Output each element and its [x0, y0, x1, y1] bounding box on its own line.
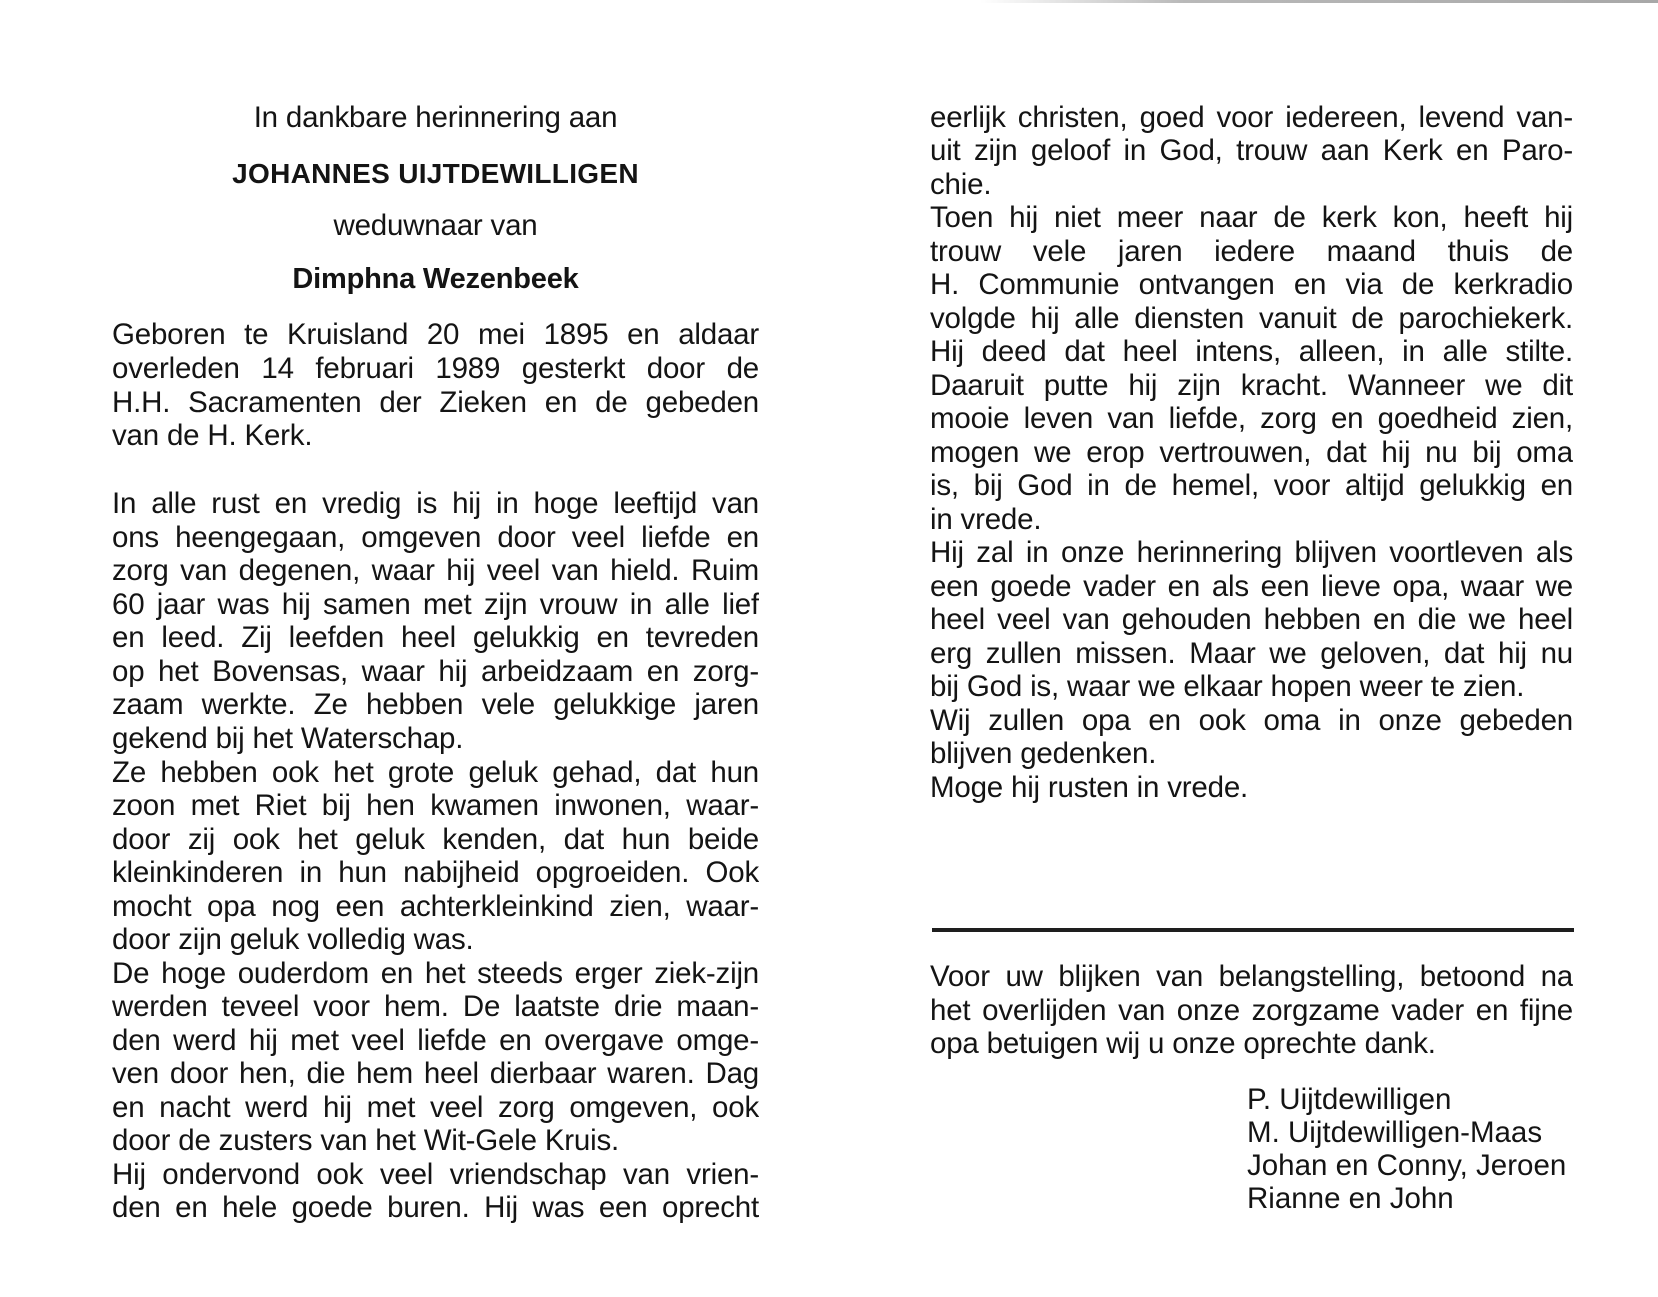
body-line: Hij deed dat heel intens, alleen, in alle stilte.	[930, 335, 1573, 368]
body-line: en nacht werd hij met veel zorg omgeven, ook	[112, 1091, 759, 1124]
birth-line: overleden 14 februari 1989 gesterkt door de	[112, 352, 759, 385]
body-line: In alle rust en vredig is hij in hoge leeftijd van	[112, 487, 759, 520]
body-line: heel veel van gehouden hebben en die we heel	[930, 603, 1573, 636]
body-line: zoon met Riet bij hen kwamen inwonen, waar-	[112, 789, 759, 822]
body-line: zorg van degenen, waar hij veel van hield. Ruim	[112, 554, 759, 587]
deceased-name: JOHANNES UIJTDEWILLIGEN	[232, 158, 639, 189]
body-line: Toen hij niet meer naar de kerk kon, heeft hij	[930, 201, 1573, 234]
body-line: Daaruit putte hij zijn kracht. Wanneer we dit	[930, 369, 1573, 402]
body-line: erg zullen missen. Maar we geloven, dat hij nu	[930, 637, 1573, 670]
body-line: chie.	[930, 168, 992, 201]
body-line: ons heengegaan, omgeven door veel liefde en	[112, 521, 759, 554]
body-line: in vrede.	[930, 503, 1042, 536]
body-line: Wij zullen opa en ook oma in onze gebeden	[930, 704, 1573, 737]
body-line: blijven gedenken.	[930, 737, 1157, 770]
body-line: door de zusters van het Wit-Gele Kruis.	[112, 1124, 620, 1157]
spouse-name: Dimphna Wezenbeek	[292, 263, 579, 295]
body-line: op het Bovensas, waar hij arbeidzaam en zorg-	[112, 655, 759, 688]
body-line: 60 jaar was hij samen met zijn vrouw in alle lief	[112, 588, 759, 621]
heading-intro: In dankbare herinnering aan	[253, 101, 618, 134]
body-line: door zij ook het geluk kenden, dat hun beide	[112, 823, 759, 856]
body-line: ven door hen, die hem heel dierbaar waren. Dag	[112, 1057, 759, 1090]
body-line: Moge hij rusten in vrede.	[930, 771, 1249, 804]
body-line: werden teveel voor hem. De laatste drie maan-	[112, 990, 759, 1023]
body-line: trouw vele jaren iedere maand thuis de	[930, 235, 1573, 268]
body-line: den en hele goede buren. Hij was een oprecht	[112, 1191, 759, 1224]
thanks-line: het overlijden van onze zorgzame vader en fijne	[930, 994, 1573, 1027]
body-line: mooie leven van liefde, zorg en goedheid zien,	[930, 402, 1573, 435]
signature-line: Johan en Conny, Jeroen	[1247, 1149, 1567, 1182]
body-line: bij God is, waar we elkaar hopen weer te zien.	[930, 670, 1525, 703]
body-line: een goede vader en als een lieve opa, waar we	[930, 570, 1573, 603]
body-line: en leed. Zij leefden heel gelukkig en tevreden	[112, 621, 759, 654]
body-line: H. Communie ontvangen en via de kerkradio	[930, 268, 1573, 301]
body-line: is, bij God in de hemel, voor altijd gelukkig en	[930, 469, 1573, 502]
signature-line: P. Uijtdewilligen	[1247, 1083, 1452, 1116]
body-line: De hoge ouderdom en het steeds erger ziek-zijn	[112, 957, 759, 990]
body-line: mogen we erop vertrouwen, dat hij nu bij oma	[930, 436, 1573, 469]
body-line: den werd hij met veel liefde en overgave omge-	[112, 1024, 759, 1057]
birth-line: Geboren te Kruisland 20 mei 1895 en aldaar	[112, 318, 759, 351]
signature-line: M. Uijtdewilligen-Maas	[1247, 1116, 1543, 1149]
birth-line: van de H. Kerk.	[112, 419, 313, 452]
body-line: Hij zal in onze herinnering blijven voortleven als	[930, 536, 1573, 569]
thanks-line: opa betuigen wij u onze oprechte dank.	[930, 1027, 1436, 1060]
birth-line: H.H. Sacramenten der Zieken en de gebeden	[112, 386, 759, 419]
body-line: eerlijk christen, goed voor iedereen, levend van-	[930, 101, 1573, 134]
body-line: Hij ondervond ook veel vriendschap van vrien-	[112, 1158, 759, 1191]
signature-line: Rianne en John	[1247, 1182, 1454, 1215]
thanks-line: Voor uw blijken van belangstelling, betoond na	[930, 960, 1573, 993]
section-divider	[932, 928, 1574, 932]
body-line: zaam werkte. Ze hebben vele gelukkige jaren	[112, 688, 759, 721]
body-line: mocht opa nog een achterkleinkind zien, waar-	[112, 890, 759, 923]
scan-edge-shadow	[980, 0, 1658, 3]
relation-label: weduwnaar van	[333, 209, 538, 242]
body-line: uit zijn geloof in God, trouw aan Kerk en Paro-	[930, 134, 1573, 167]
body-line: door zijn geluk volledig was.	[112, 923, 474, 956]
body-line: kleinkinderen in hun nabijheid opgroeiden. Ook	[112, 856, 759, 889]
body-line: Ze hebben ook het grote geluk gehad, dat hun	[112, 756, 759, 789]
body-line: gekend bij het Waterschap.	[112, 722, 464, 755]
body-line: volgde hij alle diensten vanuit de parochiekerk.	[930, 302, 1573, 335]
